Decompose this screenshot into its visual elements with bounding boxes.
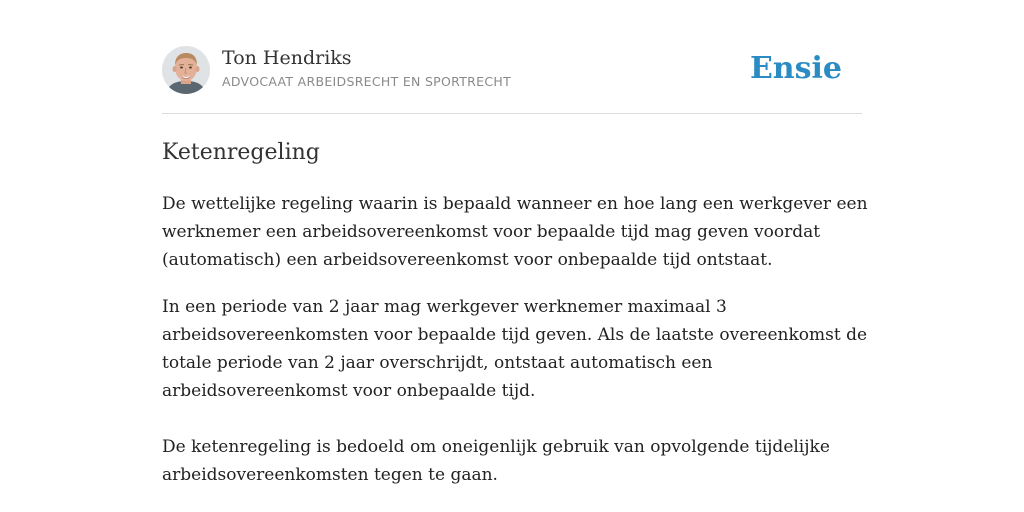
paragraph-line: werknemer een arbeidsovereenkomst voor bepaalde tijd mag geven voordat: [162, 222, 821, 242]
definition-card: [162, 0, 868, 485]
paragraph-line: arbeidsovereenkomsten tegen te gaan.: [162, 465, 498, 485]
paragraph-line: De ketenregeling is bedoeld om oneigenlijk gebruik van opvolgende tijdelijke: [162, 437, 830, 457]
paragraph-line: De wettelijke regeling waarin is bepaald wanneer en hoe lang een werkgever een: [162, 194, 868, 214]
avatar-photo-icon: [162, 46, 210, 94]
paragraph-line: In een periode van 2 jaar mag werkgever werknemer maximaal 3: [162, 297, 727, 317]
entry-term: Ketenregeling: [162, 140, 320, 165]
definition-paragraph: [162, 433, 872, 489]
paragraph-line: (automatisch) een arbeidsovereenkomst voor onbepaalde tijd ontstaat.: [162, 250, 773, 270]
paragraph-line: arbeidsovereenkomst voor onbepaalde tijd.: [162, 381, 536, 401]
paragraph-line: totale periode van 2 jaar overschrijdt, ontstaat automatisch een: [162, 353, 713, 373]
card-header: [162, 0, 862, 114]
avatar[interactable]: [162, 46, 210, 94]
definition-paragraph: [162, 190, 872, 274]
author-role: ADVOCAAT ARBEIDSRECHT EN SPORTRECHT: [222, 74, 512, 89]
author-name[interactable]: Ton Hendriks: [222, 47, 352, 69]
definition-paragraph: [162, 293, 872, 405]
brand-logo[interactable]: Ensie: [749, 51, 842, 86]
paragraph-line: arbeidsovereenkomsten voor bepaalde tijd geven. Als de laatste overeenkomst de: [162, 325, 868, 345]
